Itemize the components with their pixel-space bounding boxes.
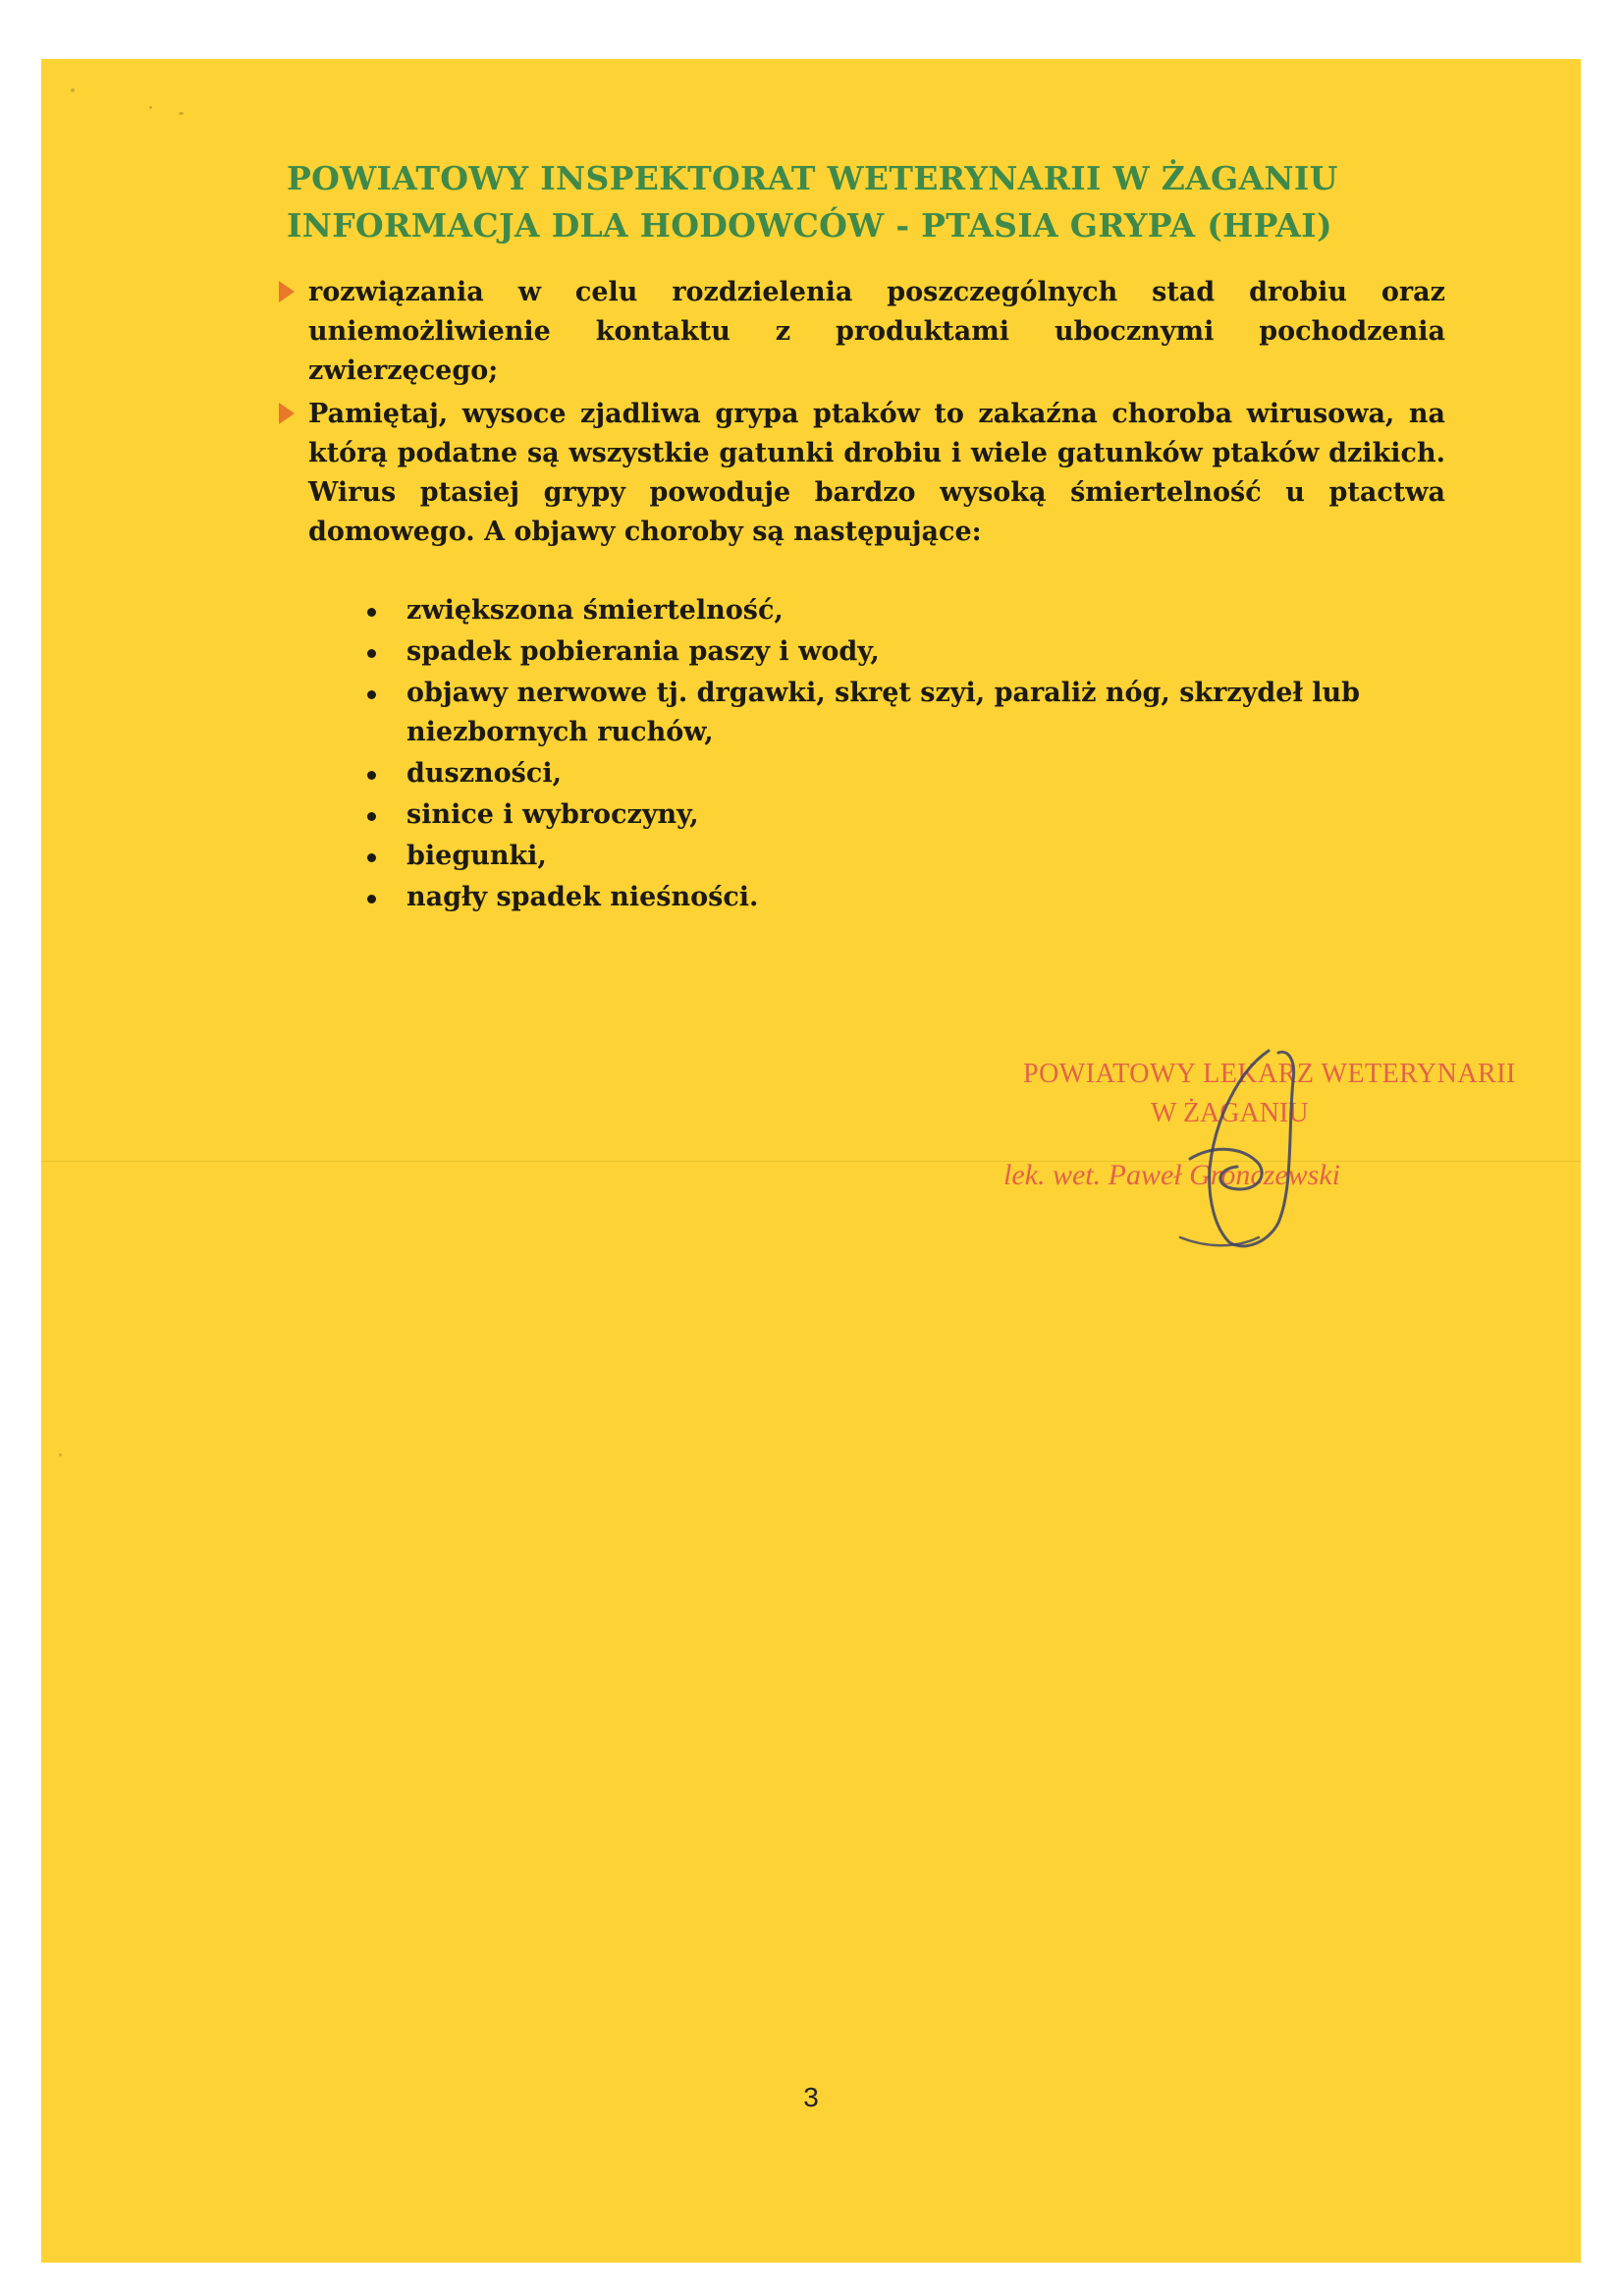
arrow-item-text: rozwiązania w celu rozdzielenia poszczególnych stad drobiu oraz uniemożliwienie kontaktu z produktami ubocznymi pochodzenia zwierzęcego; — [308, 277, 1445, 386]
bullet-dot-icon — [367, 895, 376, 903]
document-body — [257, 273, 1445, 919]
document-sheet — [41, 59, 1581, 2263]
symptom-item — [363, 795, 1445, 835]
symptom-text: zwiększona śmiertelność, — [406, 595, 784, 626]
bullet-dot-icon — [367, 690, 376, 699]
bullet-dot-icon — [367, 853, 376, 862]
stamp-location: W ŻAGANIU — [1151, 1098, 1309, 1128]
header-title: POWIATOWY INSPEKTORAT WETERYNARII W ŻAGANIU — [287, 159, 1338, 197]
symptom-item — [363, 591, 1445, 630]
bullet-dot-icon — [367, 812, 376, 821]
stamp-signatory: lek. wet. Paweł Gronczewski — [1003, 1159, 1340, 1191]
symptom-text: spadek pobierania paszy i wody, — [406, 636, 880, 667]
symptom-item — [363, 754, 1445, 793]
symptom-item — [363, 837, 1445, 876]
scan-speck — [71, 88, 75, 92]
arrow-bullet-icon — [279, 281, 295, 302]
bullet-dot-icon — [367, 771, 376, 780]
symptom-item — [363, 878, 1445, 917]
arrow-list-item — [257, 273, 1445, 391]
scan-speck — [59, 1453, 62, 1456]
symptom-text: objawy nerwowe tj. drgawki, skręt szyi, paraliż nóg, skrzydeł lub niezbornych ruchów, — [406, 678, 1360, 747]
symptom-item — [363, 674, 1445, 752]
symptom-text: biegunki, — [406, 841, 547, 871]
bullet-dot-icon — [367, 649, 376, 658]
page-number: 3 — [803, 2082, 819, 2112]
header-subtitle: INFORMACJA DLA HODOWCÓW - PTASIA GRYPA (HPAI) — [287, 206, 1332, 245]
symptoms-list — [257, 591, 1445, 917]
handwritten-signature — [1121, 1041, 1377, 1267]
arrow-bullet-icon — [279, 403, 295, 424]
bullet-dot-icon — [367, 608, 376, 617]
arrow-item-text: Pamiętaj, wysoce zjadliwa grypa ptaków to zakaźna choroba wirusowa, na którą podatne są wszystkie gatunki drobiu i wiele gatunków ptaków dzikich. Wirus ptasiej grypy powoduje bardzo wysoką śmiertelność u ptactwa domowego. A objawy choroby są następujące: — [308, 399, 1445, 547]
scan-speck — [179, 112, 184, 115]
document-header — [287, 155, 1465, 249]
symptom-text: nagły spadek nieśności. — [406, 882, 759, 912]
symptom-text: duszności, — [406, 758, 562, 789]
symptom-item — [363, 632, 1445, 672]
stamp-title: POWIATOWY LEKARZ WETERYNARII — [1023, 1059, 1516, 1089]
symptom-text: sinice i wybroczyny, — [406, 799, 699, 830]
scan-speck — [149, 106, 152, 109]
arrow-list-item — [257, 395, 1445, 552]
